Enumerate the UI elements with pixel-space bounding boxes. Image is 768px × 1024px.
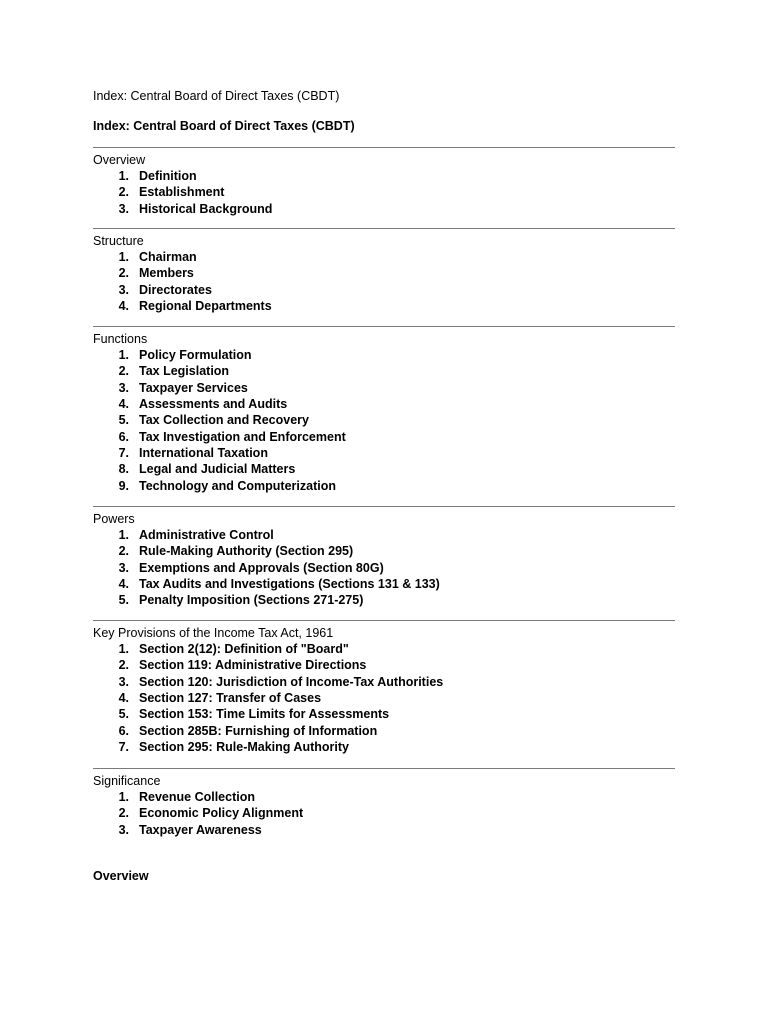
section-significance	[93, 768, 675, 838]
list-item	[93, 527, 675, 543]
list-item	[93, 739, 675, 755]
trailing-section-heading: Overview	[93, 869, 149, 883]
list-item-number: 7.	[118, 740, 129, 755]
list-item-label: Section 2(12): Definition of "Board"	[139, 642, 349, 656]
list-item-number: 4.	[118, 397, 129, 412]
list-item-label: Economic Policy Alignment	[139, 806, 304, 821]
list-item-number: 1.	[118, 528, 129, 542]
list-item	[93, 576, 675, 592]
list-item-label: Definition	[139, 169, 197, 183]
list-item-label: Section 120: Jurisdiction of Income-Tax Authorities	[139, 674, 444, 689]
list-item-label: Penalty Imposition (Sections 271-275)	[139, 593, 364, 608]
list-item-label: Tax Collection and Recovery	[139, 413, 309, 428]
list-item-label: Technology and Computerization	[139, 478, 336, 493]
list-item-number: 2.	[118, 266, 129, 281]
section-title: Structure	[93, 234, 144, 248]
document-title: Index: Central Board of Direct Taxes (CBDT)	[93, 119, 355, 133]
section-functions	[93, 326, 675, 494]
list-item	[93, 805, 675, 821]
section-title: Key Provisions of the Income Tax Act, 1961	[93, 626, 334, 640]
list-item-number: 6.	[118, 429, 129, 444]
list-item-number: 4.	[118, 577, 129, 592]
section-title: Functions	[93, 332, 148, 346]
list-item-number: 2.	[118, 658, 129, 673]
list-item-label: Rule-Making Authority (Section 295)	[139, 544, 354, 559]
list-item	[93, 478, 675, 494]
section-structure	[93, 228, 675, 314]
list-item-number: 5.	[118, 413, 129, 428]
list-item	[93, 461, 675, 477]
list-item-label: Policy Formulation	[139, 348, 252, 362]
list-item-label: Tax Audits and Investigations (Sections 131 & 133)	[139, 577, 440, 592]
list-item-label: Tax Investigation and Enforcement	[139, 429, 346, 444]
list-item-number: 8.	[118, 462, 129, 477]
list-item-number: 3.	[118, 822, 129, 837]
list-item-label: Revenue Collection	[139, 790, 255, 804]
list-item-number: 5.	[118, 593, 129, 608]
list-item	[93, 674, 675, 690]
list-item-number: 4.	[118, 299, 129, 314]
document-heading: Index: Central Board of Direct Taxes (CBDT)	[93, 89, 340, 103]
list-item-label: Members	[139, 266, 194, 281]
list-item	[93, 706, 675, 722]
list-item-number: 3.	[118, 560, 129, 575]
list-item-number: 7.	[118, 446, 129, 461]
list-item-label: Chairman	[139, 250, 197, 264]
list-item	[93, 412, 675, 428]
list-item-label: Section 295: Rule-Making Authority	[139, 740, 349, 755]
list-item-label: Taxpayer Awareness	[139, 822, 262, 837]
section-key-provisions	[93, 620, 675, 755]
list-item-label: Establishment	[139, 185, 225, 200]
section-powers	[93, 506, 675, 609]
list-item-label: Taxpayer Services	[139, 380, 248, 395]
list-item-number: 3.	[118, 282, 129, 297]
list-item-label: Exemptions and Approvals (Section 80G)	[139, 560, 384, 575]
list-item	[93, 429, 675, 445]
list-item	[93, 298, 675, 314]
list-item	[93, 201, 675, 217]
list-item	[93, 380, 675, 396]
list-item-label: Section 153: Time Limits for Assessments	[139, 707, 390, 722]
list-item	[93, 690, 675, 706]
list-item-number: 1.	[118, 250, 129, 264]
list-item-label: Administrative Control	[139, 528, 274, 542]
list-item	[93, 657, 675, 673]
list-item	[93, 723, 675, 739]
list-item-number: 1.	[118, 790, 129, 804]
list-item-number: 4.	[118, 691, 129, 706]
list-item	[93, 822, 675, 838]
list-item-label: Historical Background	[139, 201, 273, 216]
list-item	[93, 168, 675, 184]
section-overview	[93, 147, 675, 217]
list-item-number: 5.	[118, 707, 129, 722]
list-item	[93, 363, 675, 379]
list-item	[93, 543, 675, 559]
list-item	[93, 282, 675, 298]
list-item-label: Section 119: Administrative Directions	[139, 658, 367, 673]
list-item-label: Section 127: Transfer of Cases	[139, 691, 322, 706]
list-item-number: 1.	[118, 169, 129, 183]
list-item-number: 6.	[118, 723, 129, 738]
list-item-number: 3.	[118, 380, 129, 395]
list-item	[93, 265, 675, 281]
list-item	[93, 789, 675, 805]
list-item	[93, 396, 675, 412]
list-item-label: Tax Legislation	[139, 364, 230, 379]
list-item	[93, 347, 675, 363]
section-title: Significance	[93, 774, 161, 788]
list-item-label: International Taxation	[139, 446, 268, 461]
list-item	[93, 592, 675, 608]
list-item-number: 2.	[118, 806, 129, 821]
list-item	[93, 249, 675, 265]
list-item	[93, 641, 675, 657]
list-item	[93, 560, 675, 576]
list-item-number: 1.	[118, 348, 129, 362]
list-item-label: Legal and Judicial Matters	[139, 462, 296, 477]
list-item-label: Regional Departments	[139, 299, 272, 314]
list-item-label: Assessments and Audits	[139, 397, 288, 412]
section-title: Overview	[93, 153, 146, 167]
list-item-number: 9.	[118, 478, 129, 493]
list-item-number: 2.	[118, 544, 129, 559]
list-item-label: Directorates	[139, 282, 212, 297]
list-item-number: 2.	[118, 185, 129, 200]
list-item-number: 2.	[118, 364, 129, 379]
list-item-number: 3.	[118, 201, 129, 216]
section-title: Powers	[93, 512, 135, 526]
list-item-number: 3.	[118, 674, 129, 689]
list-item-label: Section 285B: Furnishing of Information	[139, 723, 378, 738]
list-item	[93, 445, 675, 461]
list-item-number: 1.	[118, 642, 129, 656]
list-item	[93, 184, 675, 200]
